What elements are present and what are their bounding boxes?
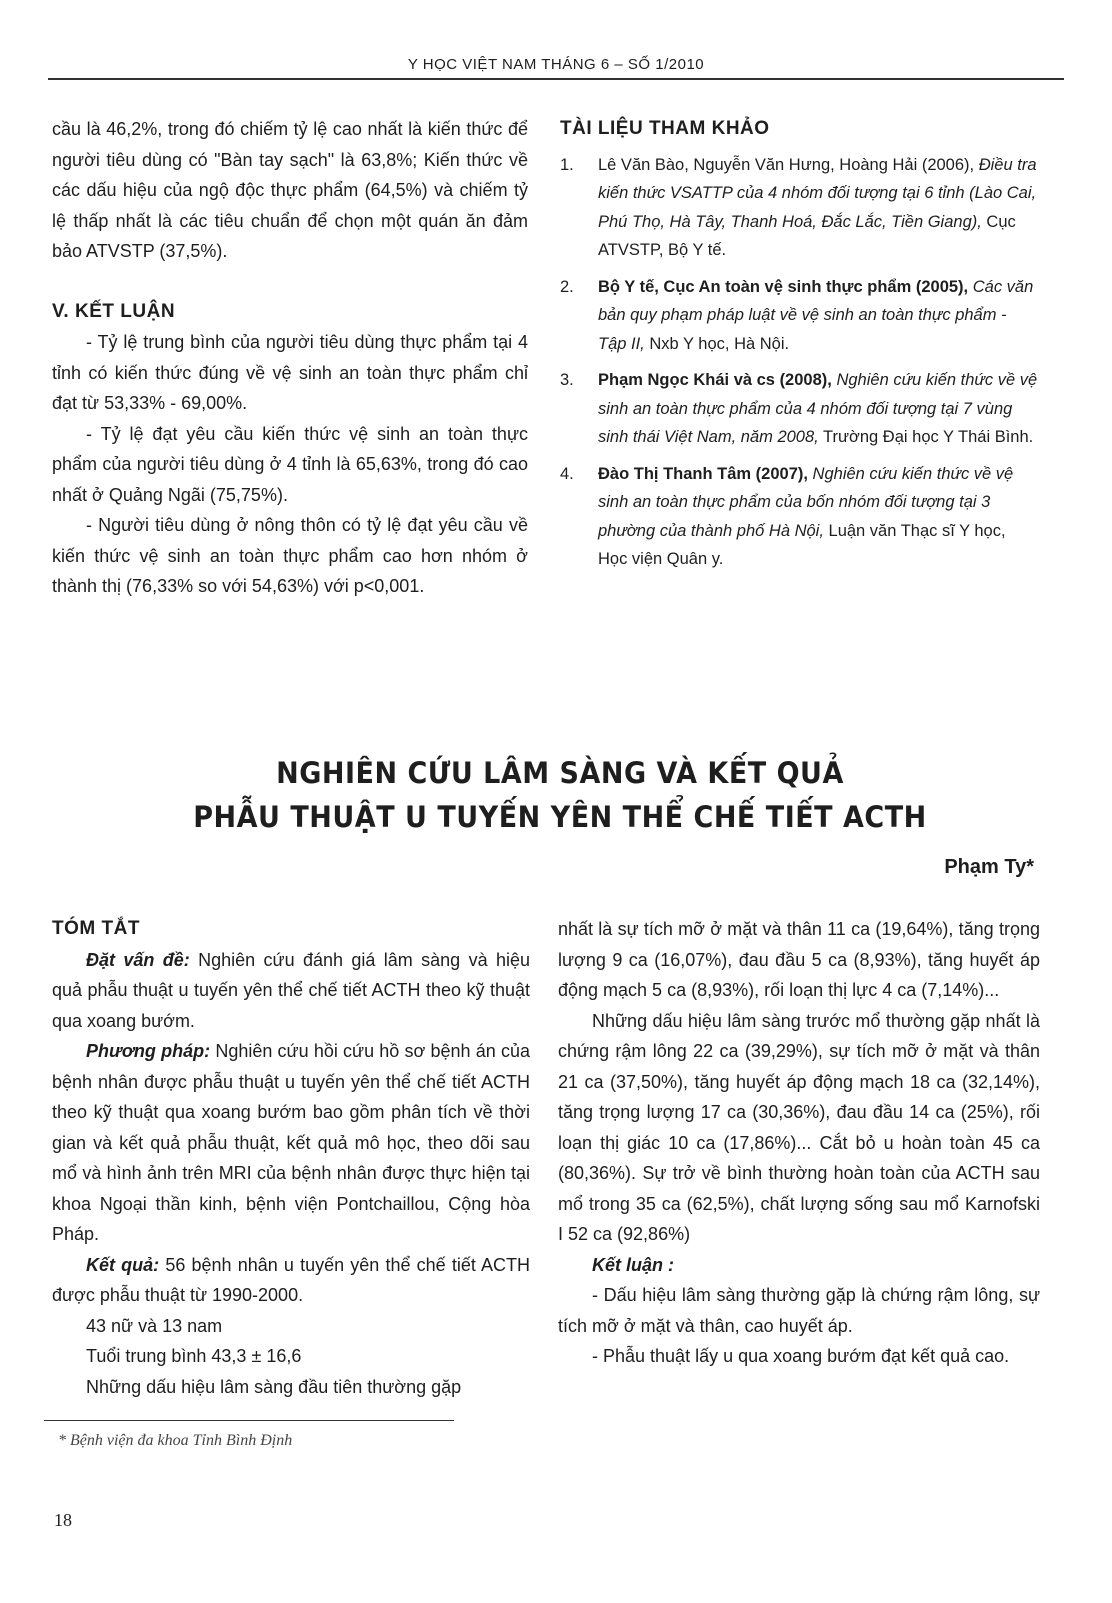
references-column — [560, 114, 1038, 582]
reference-number: 4. — [560, 464, 574, 483]
page-number: 18 — [54, 1510, 72, 1530]
article-author: Phạm Ty* — [944, 856, 1034, 878]
intro-paragraph: cầu là 46,2%, trong đó chiếm tỷ lệ cao nhất là kiến thức để người tiêu dùng có "Bàn tay sạch" là 63,8%; Kiến thức về các dấu hiệu của ngộ độc thực phẩm (64,5%) và chiếm tỷ lệ thấp nhất là các tiêu chuẩn để chọn một quán ăn đảm bảo ATVSTP (37,5%). — [52, 119, 528, 261]
reference-title: Điều tra kiến thức VSATTP của 4 nhóm đối tượng tại 6 tỉnh (Lào Cai, Phú Thọ, Hà Tây, Thanh Hoá, Đắc Lắc, Tiền Giang), — [598, 155, 1037, 231]
reference-author: Lê Văn Bào, Nguyễn Văn Hưng, Hoàng Hải (2006), — [598, 155, 975, 174]
background-paragraph — [52, 945, 530, 1037]
abstract-conclusion-item: - Phẫu thuật lấy u qua xoang bướm đạt kết quả cao. — [592, 1346, 1010, 1366]
reference-item — [560, 460, 1038, 574]
reference-item — [560, 273, 1038, 359]
article-title — [120, 752, 1000, 840]
reference-number: 1. — [560, 155, 574, 174]
reference-author: Đào Thị Thanh Tâm (2007), — [598, 464, 808, 483]
results-signs-continued: nhất là sự tích mỡ ở mặt và thân 11 ca (19,64%), tăng trọng lượng 9 ca (16,07%), đau đầu 5 ca (8,93%), tăng huyết áp động mạch 5 ca (8,93%), rối loạn thị lực 4 ca (7,14%)... — [558, 919, 1040, 1000]
previous-article-left-column — [52, 114, 528, 602]
abstract-right-column — [558, 914, 1040, 1372]
method-text: Nghiên cứu hồi cứu hồ sơ bệnh án của bệnh nhân được phẫu thuật u tuyến yên thể chế tiết ACTH theo kỹ thuật qua xoang bướm bao gồm phân tích về thời gian và kết quả phẫu thuật, kết quả mô học, theo dõi sau mổ và hình ảnh trên MRI của bệnh nhân được thực hiện tại khoa Ngoại thần kinh, bệnh viện Pontchaillou, Cộng hòa Pháp. — [52, 1041, 530, 1244]
conclusion-heading: V. KẾT LUẬN — [52, 300, 176, 322]
background-text: Nghiên cứu đánh giá lâm sàng và hiệu quả phẫu thuật u tuyến yên thể chế tiết ACTH theo kỹ thuật qua xoang bướm. — [52, 949, 530, 1031]
conclusion-label: Kết luận : — [592, 1254, 675, 1275]
abstract-conclusion-item: - Dấu hiệu lâm sàng thường gặp là chứng rậm lông, sự tích mỡ ở mặt và thân, cao huyết áp. — [558, 1285, 1040, 1336]
results-sex: 43 nữ và 13 nam — [86, 1315, 223, 1336]
results-paragraph — [52, 1250, 530, 1311]
header-divider — [48, 78, 1064, 80]
reference-publisher: Trường Đại học Y Thái Bình. — [823, 428, 1034, 446]
reference-item — [560, 151, 1038, 265]
reference-publisher: Cục ATVSTP, Bộ Y tế. — [598, 212, 1016, 259]
reference-title: Nghiên cứu kiến thức về vệ sinh an toàn thực phẩm của 4 nhóm đối tượng tại 7 vùng sinh thái Việt Nam, năm 2008, — [598, 371, 1038, 446]
results-signs-start: Những dấu hiệu lâm sàng đầu tiên thường gặp — [86, 1376, 462, 1397]
reference-title: Các văn bản quy phạm pháp luật về vệ sinh an toàn thực phẩm - Tập II, — [598, 277, 1034, 353]
conclusion-item: - Tỷ lệ đạt yêu cầu kiến thức vệ sinh an toàn thực phẩm của người tiêu dùng ở 4 tỉnh là 65,63%, trong đó cao nhất ở Quảng Ngãi (75,75%). — [52, 423, 528, 505]
reference-item — [560, 366, 1038, 452]
article-title-line-1: NGHIÊN CỨU LÂM SÀNG VÀ KẾT QUẢ — [276, 756, 844, 791]
abstract-heading: TÓM TẮT — [52, 918, 140, 939]
reference-title: Nghiên cứu kiến thức về vệ sinh an toàn thực phẩm của bốn nhóm đối tượng tại 3 phường của thành phố Hà Nội, — [598, 464, 1014, 540]
results-text: 56 bệnh nhân u tuyến yên thể chế tiết ACTH được phẫu thuật từ 1990-2000. — [52, 1254, 531, 1305]
reference-number: 2. — [560, 277, 574, 296]
conclusion-item: - Người tiêu dùng ở nông thôn có tỷ lệ đạt yêu cầu về kiến thức vệ sinh an toàn thực phẩm cao hơn nhóm ở thành thị (76,33% so với 54,63%) với p<0,001. — [52, 515, 528, 596]
references-heading: TÀI LIỆU THAM KHẢO — [560, 118, 770, 139]
footnote: * Bệnh viện đa khoa Tỉnh Bình Định — [58, 1432, 293, 1449]
journal-header: Y HỌC VIỆT NAM THÁNG 6 – SỐ 1/2010 — [407, 56, 705, 73]
reference-number: 3. — [560, 371, 574, 389]
results-age: Tuổi trung bình 43,3 ± 16,6 — [86, 1346, 302, 1366]
background-label: Đặt vấn đề: — [86, 949, 190, 970]
reference-list — [560, 151, 1038, 574]
results-label: Kết quả: — [86, 1254, 160, 1275]
reference-publisher: Luận văn Thạc sĩ Y học, Học viện Quân y. — [598, 521, 1006, 568]
results-preop-paragraph: Những dấu hiệu lâm sàng trước mổ thường gặp nhất là chứng rậm lông 22 ca (39,29%), sự tích mỡ ở mặt và thân 21 ca (37,50%), tăng huyết áp động mạch 18 ca (32,14%), tăng trọng lượng 17 ca (30,36%), đau đầu 14 ca (25%), rối loạn thị giác 10 ca (17,86%)... Cắt bỏ u hoàn toàn 45 ca (80,36%). Sự trở về bình thường hoàn toàn của ACTH sau mổ trong 35 ca (62,5%), chất lượng sống sau mổ Karnofski I 52 ca (92,86%) — [558, 1010, 1040, 1244]
reference-author: Phạm Ngọc Khái và cs (2008), — [598, 371, 832, 389]
abstract-left-column — [52, 914, 530, 1402]
reference-publisher: Nxb Y học, Hà Nội. — [649, 334, 790, 353]
conclusion-item: - Tỷ lệ trung bình của người tiêu dùng thực phẩm tại 4 tỉnh có kiến thức đúng về vệ sinh an toàn thực phẩm chỉ đạt từ 53,33% - 69,00%. — [52, 332, 528, 413]
article-title-line-2: PHẪU THUẬT U TUYẾN YÊN THỂ CHẾ TIẾT ACTH — [193, 800, 927, 835]
method-label: Phương pháp: — [86, 1041, 211, 1061]
footnote-divider — [44, 1420, 454, 1421]
reference-author: Bộ Y tế, Cục An toàn vệ sinh thực phẩm (2005), — [598, 277, 969, 296]
method-paragraph — [52, 1036, 530, 1250]
